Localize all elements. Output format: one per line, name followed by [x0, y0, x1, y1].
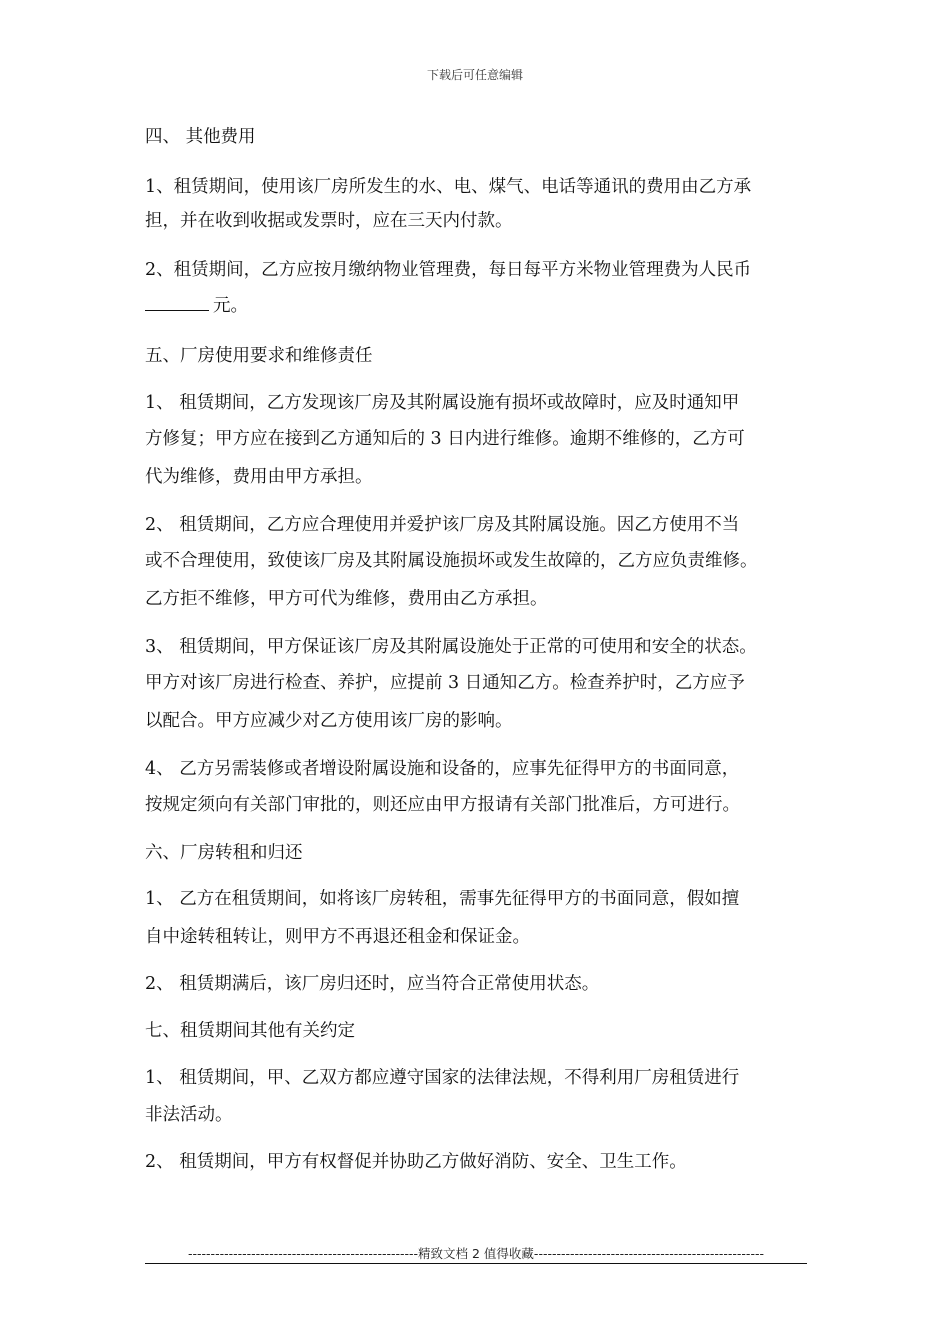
header-note: 下载后可任意编辑 [426, 68, 523, 82]
paragraph-line: 2、 租赁期间，乙方应合理使用并爱护该厂房及其附属设施。因乙方使用不当 [145, 515, 740, 535]
paragraph-line: 1、租赁期间，使用该厂房所发生的水、电、煤气、电话等通讯的费用由乙方承 [145, 177, 752, 197]
paragraph-line: 代为维修，费用由甲方承担。 [145, 467, 373, 487]
section-title-sublet-return: 六、厂房转租和归还 [145, 843, 303, 863]
blank-unit: 元。 [213, 296, 248, 316]
paragraph-line: 3、 租赁期间，甲方保证该厂房及其附属设施处于正常的可使用和安全的状态。 [145, 637, 757, 657]
section-title-usage-maintenance: 五、厂房使用要求和维修责任 [145, 346, 373, 366]
section-title-other-terms: 七、租赁期间其他有关约定 [145, 1021, 355, 1041]
paragraph-line: 2、租赁期间，乙方应按月缴纳物业管理费，每日每平方米物业管理费为人民币 [145, 260, 752, 280]
fill-in-blank [145, 296, 209, 311]
paragraph-line: 1、 租赁期间，甲、乙双方都应遵守国家的法律法规，不得利用厂房租赁进行 [145, 1068, 740, 1088]
paragraph-line: 以配合。甲方应减少对乙方使用该厂房的影响。 [145, 711, 513, 731]
paragraph-line: 甲方对该厂房进行检查、养护，应提前 3 日通知乙方。检查养护时，乙方应予 [145, 673, 745, 693]
paragraph-line: 2、 租赁期满后，该厂房归还时，应当符合正常使用状态。 [145, 974, 600, 994]
paragraph-line: 1、 租赁期间，乙方发现该厂房及其附属设施有损坏或故障时，应及时通知甲 [145, 393, 740, 413]
footer-text: ---------------------------------------------------精致文档 2 值得收藏--------------------------------------------------- [188, 1246, 764, 1261]
paragraph-line: 自中途转租转让，则甲方不再退还租金和保证金。 [145, 927, 530, 947]
footer-divider [145, 1263, 807, 1264]
paragraph-line: 方修复；甲方应在接到乙方通知后的 3 日内进行维修。逾期不维修的，乙方可 [145, 429, 745, 449]
paragraph-line-with-blank [145, 295, 248, 317]
paragraph-line: 非法活动。 [145, 1105, 233, 1125]
paragraph-line: 1、 乙方在租赁期间，如将该厂房转租，需事先征得甲方的书面同意，假如擅 [145, 889, 740, 909]
paragraph-line: 乙方拒不维修，甲方可代为维修，费用由乙方承担。 [145, 589, 548, 609]
paragraph-line: 担，并在收到收据或发票时，应在三天内付款。 [145, 211, 513, 231]
paragraph-line: 2、 租赁期间，甲方有权督促并协助乙方做好消防、安全、卫生工作。 [145, 1152, 687, 1172]
paragraph-line: 按规定须向有关部门审批的，则还应由甲方报请有关部门批准后，方可进行。 [145, 795, 740, 815]
paragraph-line: 4、 乙方另需装修或者增设附属设施和设备的，应事先征得甲方的书面同意， [145, 759, 740, 779]
paragraph-line: 或不合理使用，致使该厂房及其附属设施损坏或发生故障的，乙方应负责维修。 [145, 551, 758, 571]
section-title-other-fees: 四、 其他费用 [145, 127, 256, 147]
